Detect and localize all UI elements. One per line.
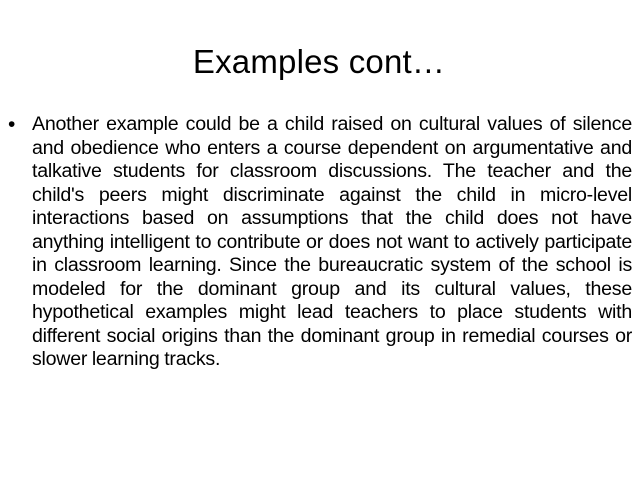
bullet-marker: • <box>8 113 16 136</box>
bullet-item <box>8 113 632 372</box>
slide-title: Examples cont… <box>192 43 446 80</box>
bullet-list <box>8 113 632 372</box>
bullet-text: Another example could be a child raised on cultural values of silence and obedience who enters a course dependent on argumentative and talkative students for classroom discussions. The teacher and the child's peers might discriminate against the child in micro-level interactions based on assumptions that the child does not have anything intelligent to contribute or does not want to actively participate in classroom learning. Since the bureaucratic system of the school is modeled for the dominant group and its cultural values, these hypothetical examples might lead teachers to place students with different social origins than the dominant group in remedial courses or slower learning tracks. <box>32 113 632 370</box>
